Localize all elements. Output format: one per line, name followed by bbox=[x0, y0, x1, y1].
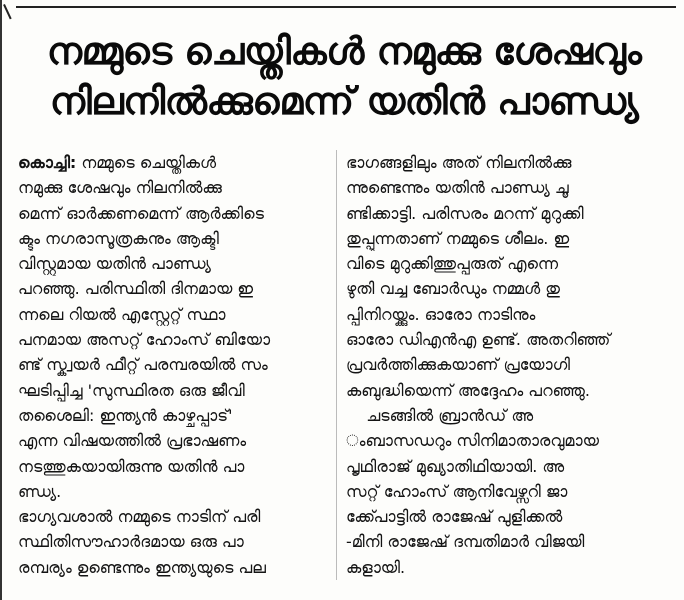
dateline: കൊച്ചി: bbox=[18, 153, 77, 172]
left-column bbox=[18, 150, 342, 580]
body-line: പനമായ അസറ്റ് ഹോംസ് ബിയോ bbox=[18, 330, 271, 350]
body-line: കളായി. bbox=[346, 557, 406, 577]
body-line: തശൈലി: ഇന്ത്യൻ കാഴ്ചപ്പാട്' bbox=[18, 405, 233, 425]
body-line: നടത്തുകയായിരുന്നു യതിൻ പാ bbox=[18, 456, 245, 476]
headline-line-1: നമ്മുടെ ചെയ്തികൾ നമുക്കു ശേഷവും bbox=[46, 29, 642, 73]
body-line: ഴുതി വച്ച ബോർഡും നമ്മൾ തു bbox=[346, 279, 561, 299]
body-line: കബുദ്ധിയെന്ന് അദ്ദേഹം പറഞ്ഞു. bbox=[346, 380, 590, 400]
body-line: ക്ടും നഗരാസൂത്രകനും ആക്ടി bbox=[18, 228, 219, 248]
body-line: ംബാസഡറും സിനിമാതാരവുമായ bbox=[346, 431, 599, 451]
column-divider bbox=[336, 150, 337, 580]
corner-mark bbox=[3, 1, 19, 20]
body-line: ണ്ട് സ്ക്വയർ ഫീറ്റ് പരമ്പരയിൽ സം bbox=[18, 355, 268, 375]
body-line: ണ്ടിക്കാട്ടി. പരിസരം മറന്ന് മുറുക്കി bbox=[346, 203, 584, 223]
body-line: നമുക്കു ശേഷവും നിലനിൽക്കു bbox=[18, 178, 222, 198]
body-text: നമ്മുടെ ചെയ്തികൾ bbox=[76, 153, 217, 172]
top-rule bbox=[16, 6, 676, 8]
body-line: സറ്റ് ഹോംസ് ആനിവേഴ്സറി ജാ bbox=[346, 481, 568, 501]
body-line: ഭാഗ്യവശാൽ നമ്മുടെ നാടിന് പരി bbox=[18, 507, 261, 527]
body-line: ഘടിപ്പിച്ച 'സുസ്ഥിരത ഒരു ജീവി bbox=[18, 380, 245, 400]
right-column bbox=[346, 150, 674, 580]
body-line: -മിനി രാജേഷ് ദമ്പതിമാർ വിജയി bbox=[346, 532, 585, 552]
body-line: പ്രവർത്തിക്കുകയാണ് പ്രയോഗി bbox=[346, 355, 570, 375]
body-line: തുപ്പുന്നതാണ് നമ്മുടെ ശീലം. ഇ bbox=[346, 228, 570, 248]
body-line: സ്ഥിതിസൗഹാർദമായ ഒരു പാ bbox=[18, 532, 244, 552]
body-line: എന്ന വിഷയത്തിൽ പ്രഭാഷണം bbox=[18, 431, 247, 451]
headline bbox=[2, 26, 684, 126]
body-line: ന്നുണ്ടെന്നും യതിൻ പാണ്ഡ്യ ചൂ bbox=[346, 178, 569, 198]
body-line: പ്പിനിറയ്ക്കും. ഓരോ നാടിനും bbox=[346, 304, 536, 324]
body-line: ഓരോ ഡിഎൻഎ ഉണ്ട്. അതറിഞ്ഞ് bbox=[346, 330, 611, 350]
body-line: ഭാഗങ്ങളിലും അത് നിലനിൽക്കു bbox=[346, 153, 572, 172]
body-line: വിസ്റ്റുമായ യതിൻ പാണ്ഡ്യ bbox=[18, 254, 211, 274]
body-line: വിടെ മുറുക്കിത്തുപ്പരുത് എന്നെ bbox=[346, 254, 559, 274]
body-line: മെന്ന് ഓർക്കണമെന്ന് ആർക്കിടെ bbox=[18, 203, 264, 223]
body-line: ചടങ്ങിൽ ബ്രാൻഡ് അ bbox=[346, 405, 534, 425]
body-line: ന്നലെ റിയൽ എസ്റ്റേറ്റ് സ്ഥാ bbox=[18, 304, 226, 324]
body-line: രമ്പര്യം ഉണ്ടെന്നും ഇന്ത്യയുടെ പല bbox=[18, 557, 266, 577]
headline-line-2: നിലനിൽക്കുമെന്ന് യതിൻ പാണ്ഡ്യ bbox=[49, 79, 639, 123]
body-line: പറഞ്ഞു. പരിസ്ഥിതി ദിനമായ ഇ bbox=[18, 279, 254, 299]
body-line bbox=[18, 150, 342, 175]
body-line: ണ്ഡ്യ. bbox=[18, 481, 62, 501]
body-line: ക്ക്പോട്ടിൽ രാജേഷ് പുളിക്കൽ bbox=[346, 507, 563, 527]
body-line: പൃഥിരാജ് മുഖ്യാതിഥിയായി. അ bbox=[346, 456, 565, 476]
